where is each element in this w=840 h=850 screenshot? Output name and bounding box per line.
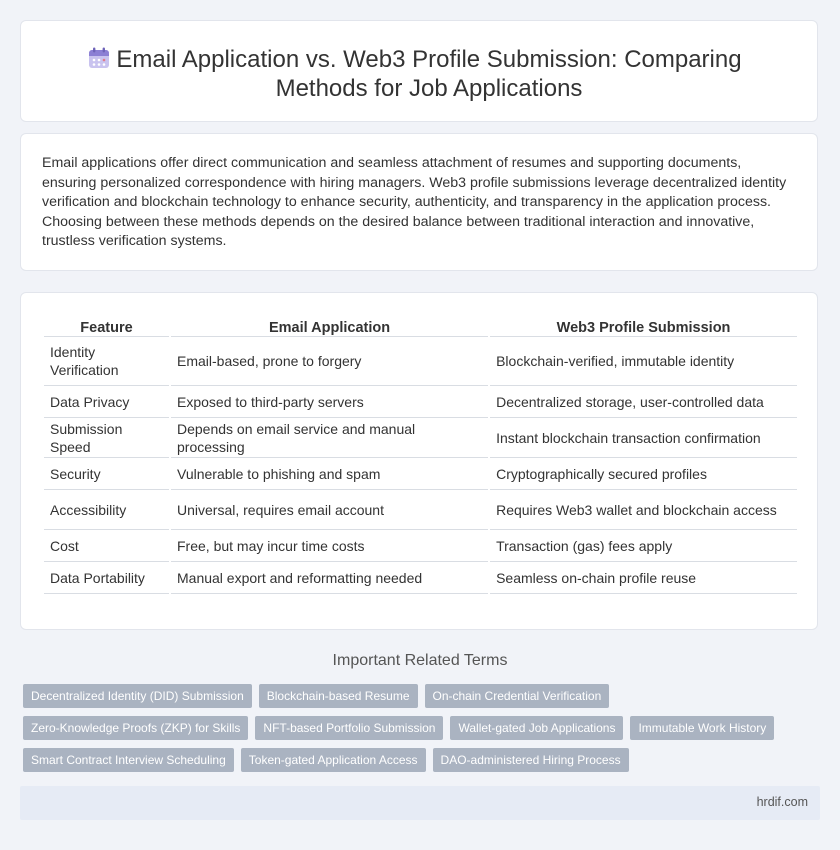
web3-cell: Seamless on-chain profile reuse [490, 562, 797, 594]
table-row [44, 490, 797, 530]
related-tags-row [23, 748, 629, 772]
table-row [44, 530, 797, 562]
feature-cell: Submission Speed [44, 418, 169, 458]
email-cell: Exposed to third-party servers [171, 386, 488, 418]
related-tag[interactable]: Wallet-gated Job Applications [450, 716, 623, 740]
related-tag[interactable]: Zero-Knowledge Proofs (ZKP) for Skills [23, 716, 248, 740]
header-web3-profile-submission: Web3 Profile Submission [490, 313, 797, 337]
table-row [44, 458, 797, 490]
feature-cell: Data Privacy [44, 386, 169, 418]
comparison-table-card [20, 292, 818, 630]
feature-cell: Security [44, 458, 169, 490]
footer-site-link[interactable]: hrdif.com [756, 795, 808, 809]
related-tags-row [23, 684, 609, 708]
header-email-application: Email Application [171, 313, 488, 337]
related-tag[interactable]: Decentralized Identity (DID) Submission [23, 684, 252, 708]
feature-cell: Identity Verification [44, 337, 169, 386]
web3-cell: Requires Web3 wallet and blockchain access [490, 490, 797, 530]
related-tag[interactable]: Blockchain-based Resume [259, 684, 418, 708]
email-cell: Depends on email service and manual processing [171, 418, 488, 458]
email-cell: Email-based, prone to forgery [171, 337, 488, 386]
feature-cell: Data Portability [44, 562, 169, 594]
related-terms-title: Important Related Terms [332, 652, 508, 669]
related-tags-row [23, 716, 774, 740]
web3-cell: Cryptographically secured profiles [490, 458, 797, 490]
related-tag[interactable]: On-chain Credential Verification [425, 684, 610, 708]
comparison-table [42, 313, 799, 594]
table-row [44, 418, 797, 458]
feature-cell: Cost [44, 530, 169, 562]
intro-text: Email applications offer direct communication and seamless attachment of resumes and supporting documents, ensuring personalized correspondence with hiring managers. Web3 profile submissions leverage decentralized identity verification and blockchain technology to enhance security, authenticity, and transparency in the application process. Choosing between these methods depends on the desired balance between traditional interaction and innovative, trustless verification systems. [42, 155, 787, 250]
footer [20, 786, 820, 820]
feature-cell: Accessibility [44, 490, 169, 530]
email-cell: Manual export and reformatting needed [171, 562, 488, 594]
page-title: Email Application vs. Web3 Profile Submission: Comparing Methods for Job Applications [116, 46, 742, 102]
table-row [44, 337, 797, 386]
header-feature: Feature [44, 313, 169, 337]
table-header-row [44, 313, 797, 337]
email-cell: Vulnerable to phishing and spam [171, 458, 488, 490]
table-row [44, 562, 797, 594]
table-row [44, 386, 797, 418]
email-cell: Universal, requires email account [171, 490, 488, 530]
intro-card [20, 133, 818, 271]
web3-cell: Decentralized storage, user-controlled data [490, 386, 797, 418]
related-tag[interactable]: DAO-administered Hiring Process [433, 748, 629, 772]
related-tag[interactable]: Token-gated Application Access [241, 748, 426, 772]
email-cell: Free, but may incur time costs [171, 530, 488, 562]
web3-cell: Transaction (gas) fees apply [490, 530, 797, 562]
web3-cell: Blockchain-verified, immutable identity [490, 337, 797, 386]
related-tag[interactable]: NFT-based Portfolio Submission [255, 716, 443, 740]
title-card [20, 20, 818, 122]
related-tag[interactable]: Immutable Work History [630, 716, 774, 740]
related-tag[interactable]: Smart Contract Interview Scheduling [23, 748, 234, 772]
web3-cell: Instant blockchain transaction confirmation [490, 418, 797, 458]
